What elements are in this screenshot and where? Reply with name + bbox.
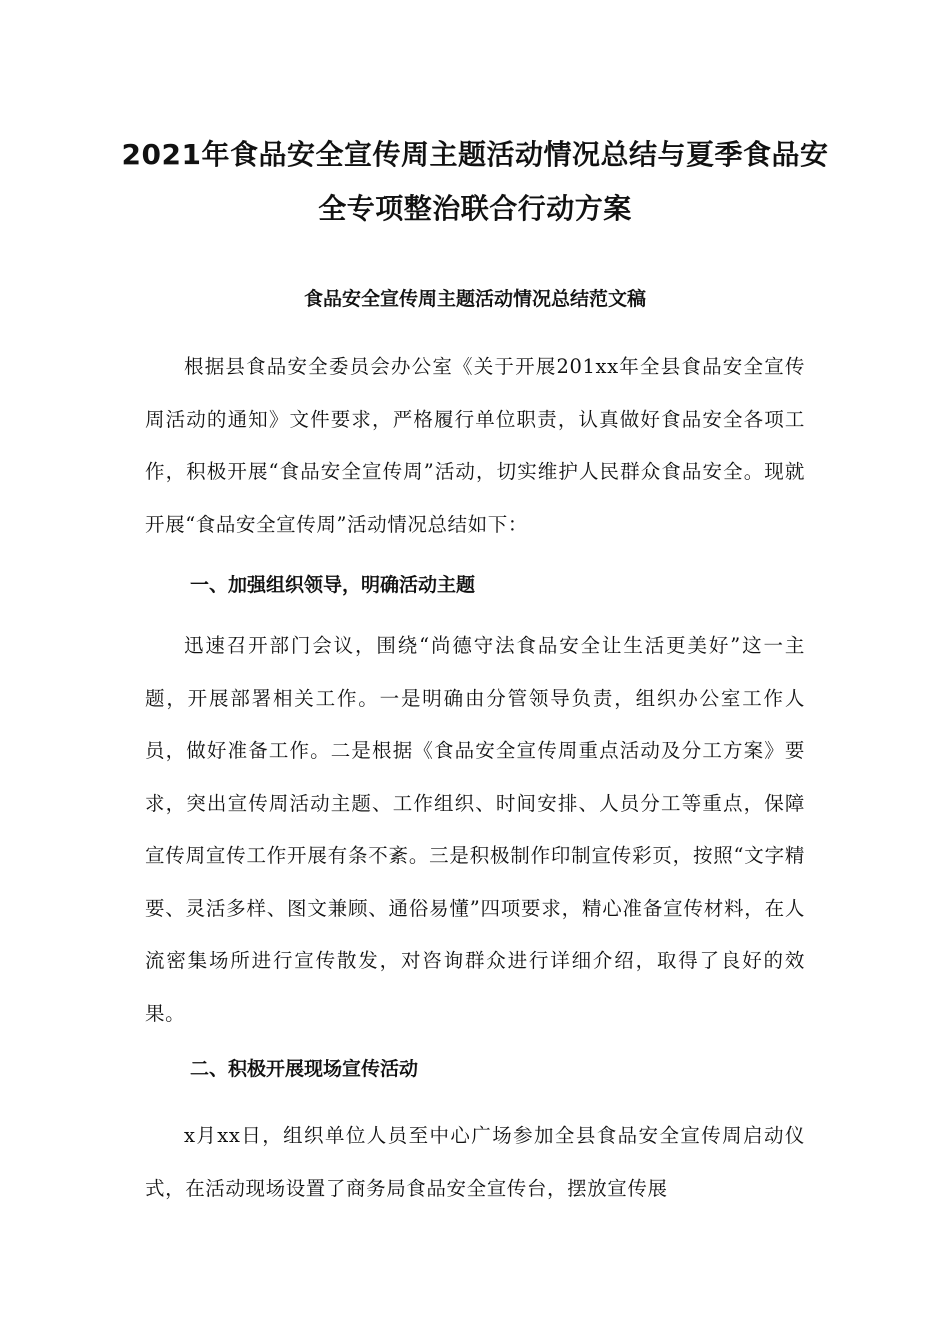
section-heading-2: 二、积极开展现场宣传活动 xyxy=(190,1058,419,1080)
document-title: 2021年食品安全宣传周主题活动情况总结与夏季食品安全专项整治联合行动方案 xyxy=(121,138,829,225)
paragraph-intro: 根据县食品安全委员会办公室《关于开展201xx年全县食品安全宣传周活动的通知》文件要求，严格履行单位职责，认真做好食品安全各项工作，积极开展“食品安全宣传周”活动，切实维护人民群众食品安全。现就开展“食品安全宣传周”活动情况总结如下： xyxy=(145,355,805,536)
paragraph-section-2: x月xx日，组织单位人员至中心广场参加全县食品安全宣传周启动仪式，在活动现场设置了商务局食品安全宣传台，摆放宣传展 xyxy=(145,1124,805,1200)
document-subtitle: 食品安全宣传周主题活动情况总结范文稿 xyxy=(303,288,646,310)
section-heading-1: 一、加强组织领导，明确活动主题 xyxy=(190,574,476,596)
paragraph-section-1: 迅速召开部门会议，围绕“尚德守法食品安全让生活更美好”这一主题，开展部署相关工作。一是明确由分管领导负责，组织办公室工作人员，做好准备工作。二是根据《食品安全宣传周重点活动及分工方案》要求，突出宣传周活动主题、工作组织、时间安排、人员分工等重点，保障宣传周宣传工作开展有条不紊。三是积极制作印制宣传彩页，按照“文字精要、灵活多样、图文兼顾、通俗易懂”四项要求，精心准备宣传材料，在人流密集场所进行宣传散发，对咨询群众进行详细介绍，取得了良好的效果。 xyxy=(145,634,805,1025)
